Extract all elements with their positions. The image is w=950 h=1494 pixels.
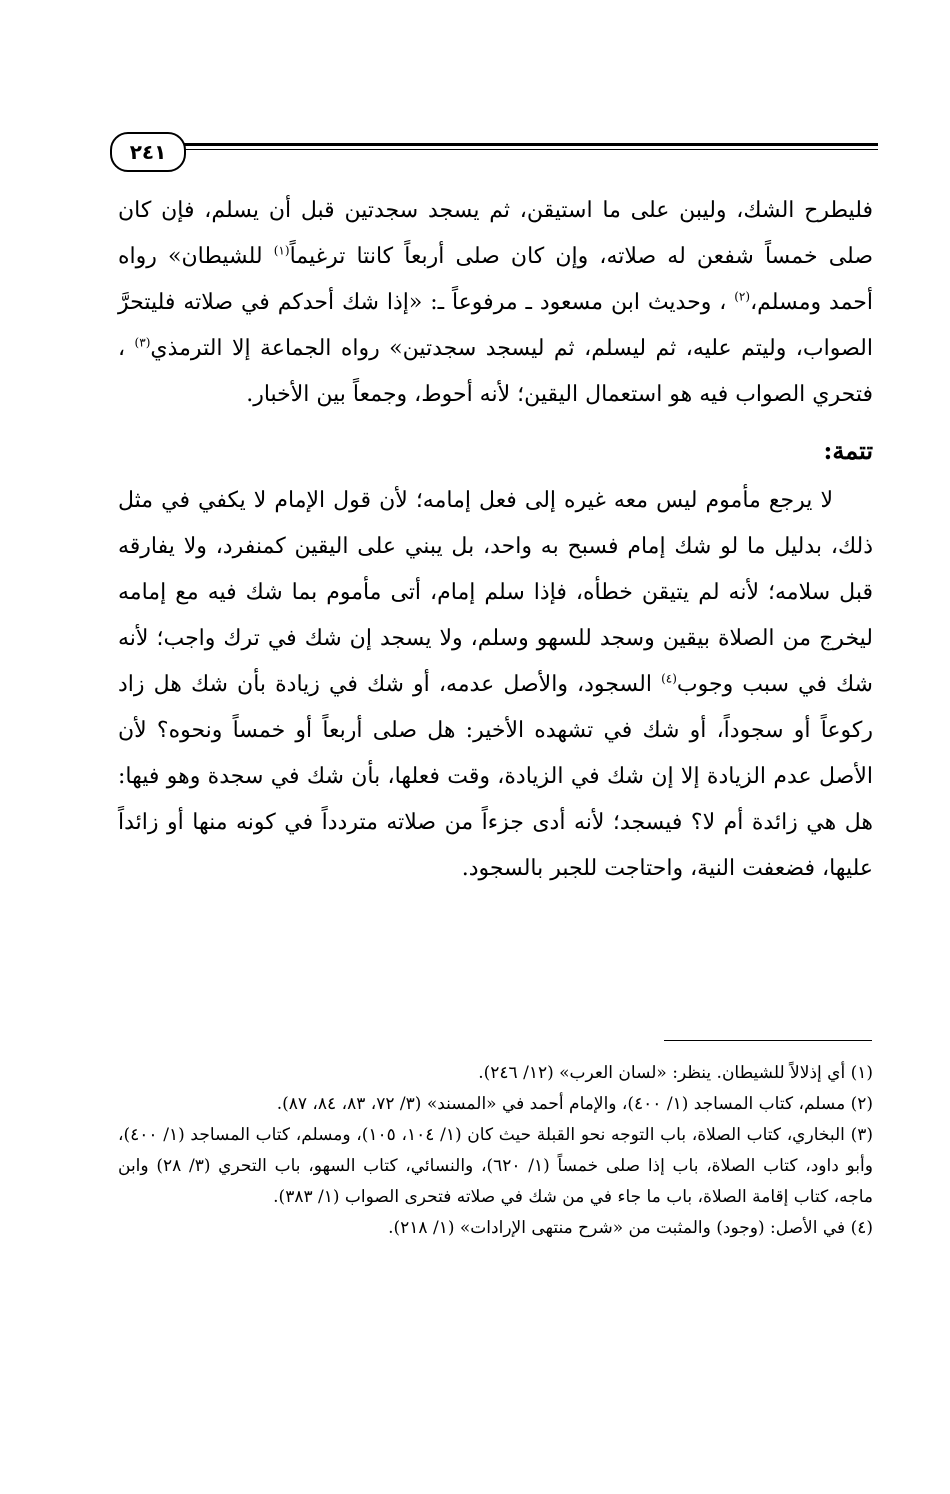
footnote-ref: (٣) [134, 335, 151, 350]
footnote-separator [664, 1040, 872, 1041]
main-text [118, 188, 873, 892]
page-number: ٢٤١ [110, 132, 186, 172]
header-rule-thin [170, 149, 878, 150]
footnote: (١) أي إذلالاً للشيطان. ينظر: «لسان العرب» (١٢/ ٢٤٦). [478, 1063, 873, 1083]
section-heading: تتمة: [823, 436, 873, 465]
text-segment: ، وحديث ابن مسعود ـ مرفوعاً ـ: «إذا شك أحدكم في صلاته فليتحرَّ الصواب، وليتم عليه، ثم ليسلم، ثم ليسجد سجدتين» رواه الجماعة إلا الترمذي [118, 290, 873, 361]
text-segment: فليطرح الشك، وليبن على ما استيقن، ثم يسجد سجدتين قبل أن يسلم، فإن كان صلى خمساً شفعن له صلاته، وإن كان صلى أربعاً كانتا ترغيماً [118, 198, 873, 269]
footnote-ref: (١) [273, 243, 290, 258]
text-segment: للشيطان» رواه أحمد ومسلم، [118, 244, 873, 315]
section-paragraph [118, 478, 873, 892]
footnote: (٢) مسلم، كتاب المساجد (١/ ٤٠٠)، والإمام أحمد في «المسند» (٣/ ٧٢، ٨٣، ٨٤، ٨٧). [276, 1094, 873, 1114]
text-segment: ، فتحري الصواب فيه هو استعمال اليقين؛ لأنه أحوط، وجمعاً بين الأخبار. [118, 336, 873, 407]
header-rule-thick [170, 143, 878, 146]
text-segment: لا يرجع مأموم ليس معه غيره إلى فعل إمامه؛ لأن قول الإمام لا يكفي في مثل ذلك، بدليل ما لو شك إمام فسبح به واحد، بل يبني على اليقين كمنفرد، ولا يفارقه قبل سلامه؛ لأنه لم يتيقن خطأه، فإذا سلم إمام، أتى مأموم بما شك فيه مع إمامه ليخرج من الصلاة بيقين وسجد للسهو وسلم، ولا يسجد إن شك في ترك واجب؛ لأنه شك في سبب وجوب [118, 488, 873, 697]
footnote-ref: (٢) [734, 289, 751, 304]
footnotes [118, 1058, 873, 1244]
page-header [110, 132, 878, 176]
text-segment: السجود، والأصل عدمه، أو شك في زيادة بأن شك هل زاد ركوعاً أو سجوداً، أو شك في تشهده الأخير: هل صلى أربعاً أو خمساً ونحوه؟ لأن الأصل عدم الزيادة إلا إن شك في الزيادة، وقت فعلها، بأن شك في سجدة وهو فيها: هل هي زائدة أم لا؟ فيسجد؛ لأنه أدى جزءاً من صلاته متردداً في كونه منها أو زائداً عليها، فضعفت النية، واحتاجت للجبر بالسجود. [118, 672, 873, 881]
footnote: (٣) البخاري، كتاب الصلاة، باب التوجه نحو القبلة حيث كان (١/ ١٠٤، ١٠٥)، ومسلم، كتاب المساجد (١/ ٤٠٠)، وأبو داود، كتاب الصلاة، باب إذا صلى خمساً (١/ ٦٢٠)، والنسائي، كتاب السهو، باب التحري (٣/ ٢٨) وابن ماجه، كتاب إقامة الصلاة، باب ما جاء في من شك في صلاته فتحرى الصواب (١/ ٣٨٣). [118, 1125, 873, 1207]
footnote: (٤) في الأصل: (وجود) والمثبت من «شرح منتهى الإرادات» (١/ ٢١٨). [388, 1218, 873, 1238]
opening-paragraph [118, 188, 873, 418]
footnote-ref: (٤) [661, 671, 677, 686]
